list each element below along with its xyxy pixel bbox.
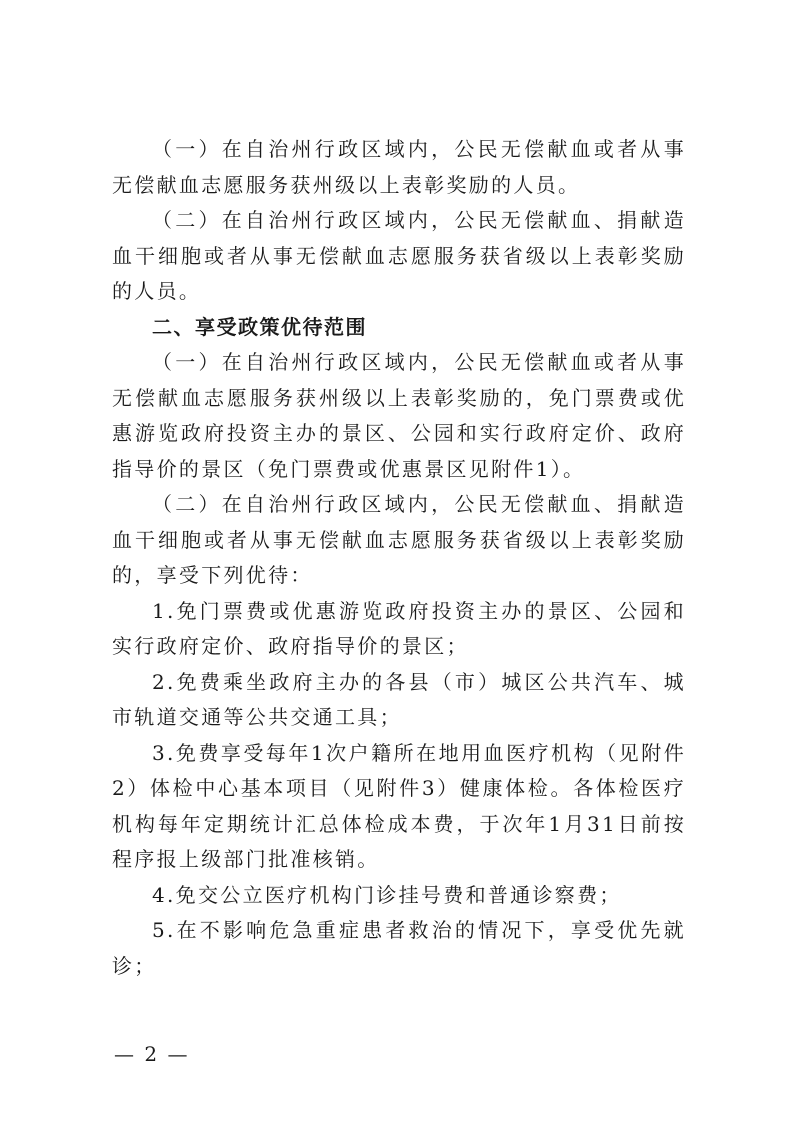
paragraph-3: （一）在自治州行政区域内，公民无偿献血或者从事无偿献血志愿服务获州级以上表彰奖励的，免门票费或优惠游览政府投资主办的景区、公园和实行政府定价、政府指导价的景区（免门票费或优惠景区见附件1）。: [112, 350, 686, 481]
section-heading: 二、享受政策优待范围: [152, 314, 367, 339]
list-item-2: 2.免费乘坐政府主办的各县（市）城区公共汽车、城市轨道交通等公共交通工具；: [112, 669, 686, 729]
list-item-5: 5.在不影响危急重症患者救治的情况下，享受优先就诊；: [112, 918, 686, 978]
document-body: [112, 132, 686, 984]
list-item-4: 4.免交公立医疗机构门诊挂号费和普通诊察费；: [152, 882, 622, 907]
page-number: — 2 —: [114, 1042, 190, 1066]
list-item-1: 1.免门票费或优惠游览政府投资主办的景区、公园和实行政府定价、政府指导价的景区；: [112, 598, 686, 658]
paragraph-2: （二）在自治州行政区域内，公民无偿献血、捐献造血干细胞或者从事无偿献血志愿服务获省级以上表彰奖励的人员。: [112, 208, 686, 303]
paragraph-4: （二）在自治州行政区域内，公民无偿献血、捐献造血干细胞或者从事无偿献血志愿服务获省级以上表彰奖励的，享受下列优待：: [112, 492, 686, 587]
paragraph-1: （一）在自治州行政区域内，公民无偿献血或者从事无偿献血志愿服务获州级以上表彰奖励的人员。: [112, 137, 686, 197]
list-item-3: 3.免费享受每年1次户籍所在地用血医疗机构（见附件2）体检中心基本项目（见附件3）健康体检。各体检医疗机构每年定期统计汇总体检成本费，于次年1月31日前按程序报上级部门批准核销。: [112, 740, 686, 871]
